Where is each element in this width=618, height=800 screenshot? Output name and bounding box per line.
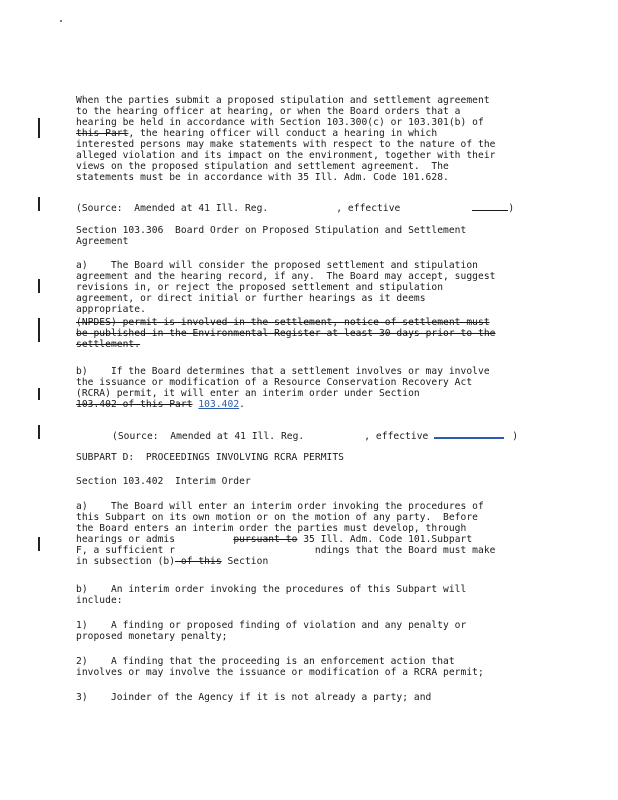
source-prefix: (Source: Amended at 41 Ill. Reg. bbox=[76, 203, 269, 214]
source-close: ) bbox=[508, 203, 515, 214]
source-close: ) bbox=[512, 431, 519, 442]
body-text: Section bbox=[221, 556, 269, 567]
source-line bbox=[76, 201, 514, 214]
change-bar bbox=[38, 197, 40, 211]
effective-date-blank bbox=[472, 201, 508, 211]
blank-space bbox=[504, 429, 512, 439]
body-line: include: bbox=[76, 595, 123, 606]
list-item: involves or may involve the issuance or modification of a RCRA permit; bbox=[76, 667, 484, 678]
body-line: When the parties submit a proposed stipulation and settlement agreement bbox=[76, 95, 490, 106]
body-line: b) If the Board determines that a settlement involves or may involve bbox=[76, 366, 490, 377]
struck-text: 103.402 of this Part bbox=[76, 399, 193, 410]
body-line: interested persons may make statements with respect to the nature of the bbox=[76, 139, 496, 150]
body-line: a) The Board will consider the proposed settlement and stipulation bbox=[76, 260, 478, 271]
body-line: hearing be held in accordance with Section 103.300(c) or 103.301(b) of bbox=[76, 117, 484, 128]
body-line: statements must be in accordance with 35 Ill. Adm. Code 101.628. bbox=[76, 172, 449, 183]
struck-text: pursuant to bbox=[233, 534, 298, 545]
change-bar bbox=[38, 388, 40, 400]
source-effective: , effective bbox=[364, 431, 429, 442]
source-prefix: (Source: Amended at 41 Ill. Reg. bbox=[112, 431, 305, 442]
section-title: Section 103.402 Interim Order bbox=[76, 476, 251, 487]
change-bar bbox=[38, 118, 40, 138]
struck-line: (NPDES) permit is involved in the settlement, notice of settlement must bbox=[76, 317, 490, 328]
list-item: proposed monetary penalty; bbox=[76, 631, 228, 642]
effective-date-blank bbox=[434, 428, 504, 439]
list-item: 2) A finding that the proceeding is an enforcement action that bbox=[76, 656, 455, 667]
subpart-heading: SUBPART D: PROCEEDINGS INVOLVING RCRA PERMITS bbox=[76, 452, 344, 463]
body-line: agreement, or direct initial or further hearings as it deems bbox=[76, 293, 426, 304]
change-bar bbox=[38, 537, 40, 551]
body-line bbox=[76, 556, 268, 567]
change-bar bbox=[38, 318, 40, 342]
punctuation: . bbox=[239, 399, 245, 410]
body-line: b) An interim order invoking the procedures of this Subpart will bbox=[76, 584, 467, 595]
section-title: Section 103.306 Board Order on Proposed Stipulation and Settlement bbox=[76, 225, 467, 236]
struck-text: in the Environmental Register at least 30 days prior to the bbox=[145, 328, 496, 339]
body-line: alleged violation and its impact on the environment, together with their bbox=[76, 150, 496, 161]
body-line: to the hearing officer at hearing, or when the Board orders that a bbox=[76, 106, 461, 117]
inserted-text: 103.402 bbox=[198, 399, 240, 410]
struck-text: of this bbox=[175, 556, 222, 567]
body-line: this Subpart on its own motion or on the motion of any party. Before bbox=[76, 512, 478, 523]
change-bar bbox=[38, 279, 40, 293]
blank-space bbox=[400, 201, 472, 211]
list-item: 1) A finding or proposed finding of violation and any penalty or bbox=[76, 620, 467, 631]
body-line: the Board enters an interim order the parties must develop, through bbox=[76, 523, 467, 534]
body-text: hearings or admis bbox=[76, 534, 176, 545]
body-line bbox=[76, 128, 437, 139]
body-line: (RCRA) permit, it will enter an interim order under Section bbox=[76, 388, 420, 399]
body-line: a) The Board will enter an interim order invoking the procedures of bbox=[76, 501, 484, 512]
body-text: , the hearing officer will conduct a hearing in which bbox=[128, 128, 438, 139]
blank-space bbox=[268, 201, 336, 211]
struck-line: settlement. bbox=[76, 339, 141, 350]
section-title: Agreement bbox=[76, 236, 129, 247]
body-text: in subsection (b) bbox=[76, 556, 176, 567]
struck-line bbox=[76, 328, 495, 339]
body-line: agreement and the hearing record, if any. The Board may accept, suggest bbox=[76, 271, 496, 282]
blank-space bbox=[304, 429, 364, 439]
source-effective: , effective bbox=[336, 203, 401, 214]
body-line: F, a sufficient r ndings that the Board must make bbox=[76, 545, 496, 556]
body-line bbox=[76, 399, 245, 410]
body-text: 35 Ill. Adm. Code 101.Subpart bbox=[297, 534, 473, 545]
source-line bbox=[112, 428, 518, 442]
scan-speck bbox=[60, 20, 62, 22]
body-line: revisions in, or reject the proposed settlement and stipulation bbox=[76, 282, 444, 293]
body-line: the issuance or modification of a Resource Conservation Recovery Act bbox=[76, 377, 473, 388]
body-line bbox=[76, 534, 472, 545]
list-item: 3) Joinder of the Agency if it is not already a party; and bbox=[76, 692, 432, 703]
struck-text: be published bbox=[76, 328, 146, 339]
struck-text: this Part bbox=[76, 128, 129, 139]
body-line: views on the proposed stipulation and settlement agreement. The bbox=[76, 161, 449, 172]
body-line: appropriate. bbox=[76, 304, 146, 315]
change-bar bbox=[38, 425, 40, 439]
